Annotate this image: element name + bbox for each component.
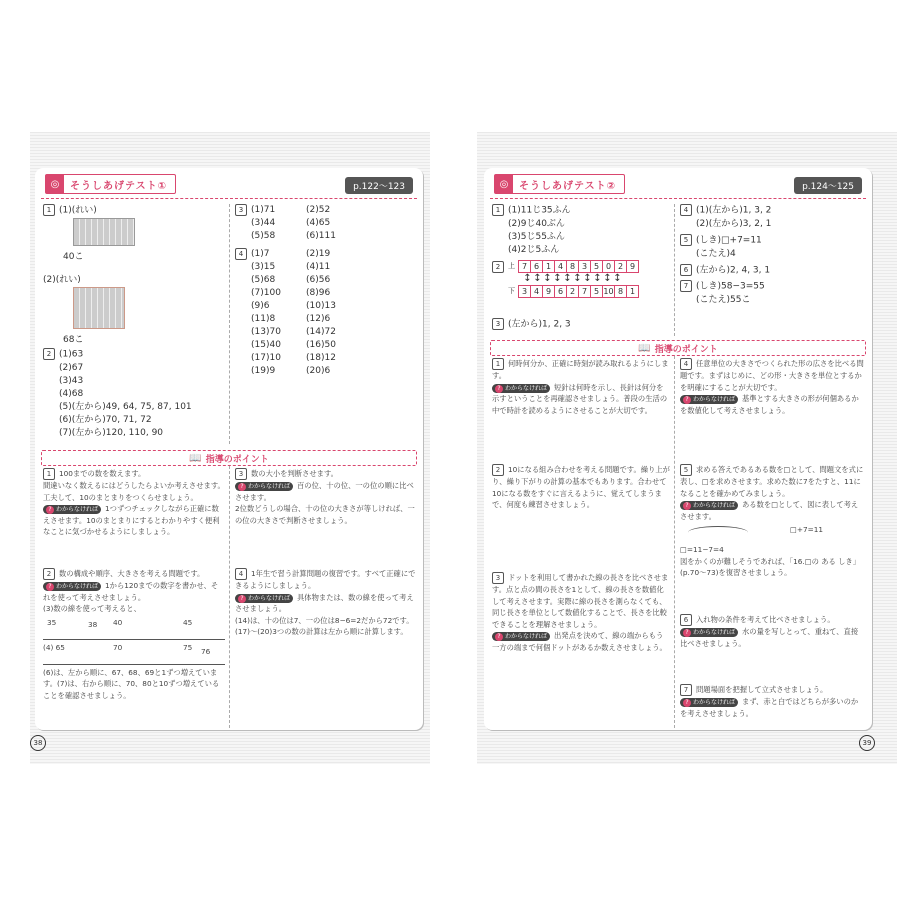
guidance-1: 1 何時何分か、正確に時刻が読み取れるようにします。 ? わからなければ 短針は何時を示し、長針は何分を示すということを再確認させましょう。普段の生活の中で時計を読めるようにさせることが大切です。 xyxy=(492,359,669,415)
book-icon: 📖 xyxy=(638,342,651,354)
answer-q4: 4 (1)7 (2)19 (3)15 (4)11 (5)68 (6)56 (7)100 (8)96 (9)6 (10)13 (11)8 (12)6 (13)70 (14)72 (15)40 (16)50 (17)10 (18)12 (19)9 (20)6 xyxy=(235,248,415,378)
updown-arrows: ↕ ↕ ↕ ↕ ↕ ↕ ↕ ↕ ↕ ↕ xyxy=(523,273,622,284)
column-divider xyxy=(229,204,230,444)
answer-q3: 3 (1)71 (2)52 (3)44 (4)65 (5)58 (6)111 xyxy=(235,204,415,243)
test-title-tag xyxy=(45,174,176,194)
guidance-4: 4 任意単位の大きさでつくられた形の広さを比べる問題です。まずはじめに、どの形・大きさを単位とするかを明確にすることが大切です。 ? わからなければ 基準とする大きさの形が何個あるかを数値化して考えさせましょう。 xyxy=(680,359,864,415)
help-badge: ? わからなければ xyxy=(43,505,101,514)
answer-q1: 1 (1)11じ35ふん (2)9じ40ぶん (3)5じ55ふん (4)2じ5ふん xyxy=(492,204,672,257)
guidance-4: 4 1年生で習う計算問題の復習です。すべて正確にできるようにしましょう。 ? わからなければ 具体物または、数の線を使って考えさせましょう。 (14)は、十の位は7、一の位は8−6=2だから72です。(17)～(20)3つの数の計算は左から順に計算します。 xyxy=(235,569,416,636)
guidance-2: 2 数の構成や順序、大きさを考える問題です。 ? わからなければ 1から120までの数字を書かせ、それを使って考えさせましょう。 (3)数の線を使って考えると、 35 38 40 45 (4) 65 70 75 76 (6)は、左から順に、67、68、69と1ずつ増えています。(7)は、右から順に、70、80と10ずつ増えていることを確認させましょう。 xyxy=(43,568,225,701)
tape-diagram: □+7=11 xyxy=(680,522,864,544)
top-number-sequence: 7 6 1 4 8 3 5 0 2 9 xyxy=(518,260,638,273)
left-page xyxy=(30,132,430,764)
answer-q3: 3 (左から)1, 2, 3 xyxy=(492,318,672,332)
guidance-6: 6 入れ物の条件を考えて比べさせましょう。 ? わからなければ 水の量を写しとって、重ねて、直接比べさせましょう。 xyxy=(680,615,859,648)
target-icon: ◎ xyxy=(495,175,513,193)
column-divider xyxy=(674,356,675,728)
right-page xyxy=(477,132,897,764)
answer-q5: 5 (しき)□+7=11 (こたえ)4 xyxy=(680,234,865,261)
book-icon: 📖 xyxy=(189,452,202,464)
page-range-badge: p.124～125 xyxy=(794,177,862,194)
help-badge: ? わからなければ xyxy=(680,395,738,404)
guidance-5: 5 求める答えであるある数を□として、問題文を式に表し、□を求めさせます。求めた数に7をたすと、11になることを確かめてみましょう。 ? わからなければ ある数を□として、図に表して考えさせます。 □+7=11 □=11−7=4 図をかくのが難しそうであれば、「16.□の ある しき」(p.70〜73)を復習させましょう。 xyxy=(680,465,864,577)
guidance-3: 3 数の大小を判断させます。 ? わからなければ 百の位、十の位、一の位の順に比べさせます。 2位数どうしの場合、十の位の大きさが等しければ、一の位の大きさで判断させましょう。 xyxy=(235,469,415,525)
answer-q6: 6 (左から)2, 4, 3, 1 xyxy=(680,264,865,278)
left-answer-card xyxy=(35,168,423,730)
help-badge: ? わからなければ xyxy=(680,501,738,510)
right-answer-card xyxy=(484,168,872,730)
number-line-1: 35 38 40 45 xyxy=(43,617,225,640)
answer-q7: 7 (しき)58−3=55 (こたえ)55こ xyxy=(680,280,865,307)
column-divider xyxy=(674,204,675,336)
test-title: そうしあげテスト② xyxy=(519,180,617,192)
column-divider xyxy=(229,466,230,728)
help-badge: ? わからなければ xyxy=(680,698,738,707)
target-icon: ◎ xyxy=(46,175,64,193)
block-shape-figure xyxy=(73,287,125,329)
test-title-tag xyxy=(494,174,625,194)
answer-q2: 2 上 7 6 1 4 8 3 5 0 2 9 ↕ ↕ ↕ ↕ ↕ ↕ ↕ ↕ ↕ ↕ 下 3 4 9 6 2 7 5 10 8 1 xyxy=(492,260,672,298)
help-badge: ? わからなければ xyxy=(492,384,550,393)
help-badge: ? わからなければ xyxy=(235,594,293,603)
block-grid-figure xyxy=(73,218,135,246)
answer-q2: 2 (1)63 (2)67 (3)43 (4)68 (5)(左から)49, 64, 75, 87, 101 (6)(左から)70, 71, 72 (7)(左から)120, 110, 90 xyxy=(43,348,228,440)
guidance-header: 📖 指導のポイント xyxy=(490,340,866,356)
page-number: 39 xyxy=(859,735,875,751)
help-badge: ? わからなければ xyxy=(680,628,738,637)
answer-q1: 1 (1)(れい) 40こ (2)(れい) 68こ xyxy=(43,204,223,347)
guidance-header: 📖 指導のポイント xyxy=(41,450,417,466)
page-number: 38 xyxy=(30,735,46,751)
answer-q4: 4 (1)(左から)1, 3, 2 (2)(左から)3, 2, 1 xyxy=(680,204,865,231)
help-badge: ? わからなければ xyxy=(492,632,550,641)
bottom-number-sequence: 3 4 9 6 2 7 5 10 8 1 xyxy=(518,285,638,298)
guidance-7: 7 問題場面を把握して立式させましょう。 ? わからなければ まず、赤と白ではどちらが多いのかを考えさせましょう。 xyxy=(680,685,859,718)
page-range-badge: p.122～123 xyxy=(345,177,413,194)
number-line-2: (4) 65 70 75 76 xyxy=(43,642,225,665)
test-title: そうしあげテスト① xyxy=(70,180,168,192)
guidance-2: 2 10になる組み合わせを考える問題です。繰り上がり、繰り下がりの計算の基本でもあります。合わせて10になる数をすぐに言えるように、覚えてしまうまで、何度も練習させましょう。 xyxy=(492,465,670,509)
help-badge: ? わからなければ xyxy=(43,582,101,591)
guidance-1: 1 100までの数を数えます。 間違いなく数えるにはどうしたらよいか考えさせます。工夫して、10のまとまりをつくらせましょう。 ? わからなければ 1つずつチェックしながら正確に数えさせます。10のまとまりにするとわかりやすく便利なことに気づかせるようにしましょう。 xyxy=(43,469,225,536)
divider xyxy=(41,198,417,199)
guidance-3: 3 ドットを利用して書かれた線の長さを比べさせます。点と点の間の長さを1として、線の長さを数値化して考えさせます。実際に線の長さを測らなくても、同じ長さを単位として数値化することで、長さを比較できることを理解させましょう。 ? わからなければ 出発点を決めて、線の端からもう一方の端まで何個ドットがあるか数えさせましょう。 xyxy=(492,573,669,652)
help-badge: ? わからなければ xyxy=(235,482,293,491)
divider xyxy=(490,198,866,199)
